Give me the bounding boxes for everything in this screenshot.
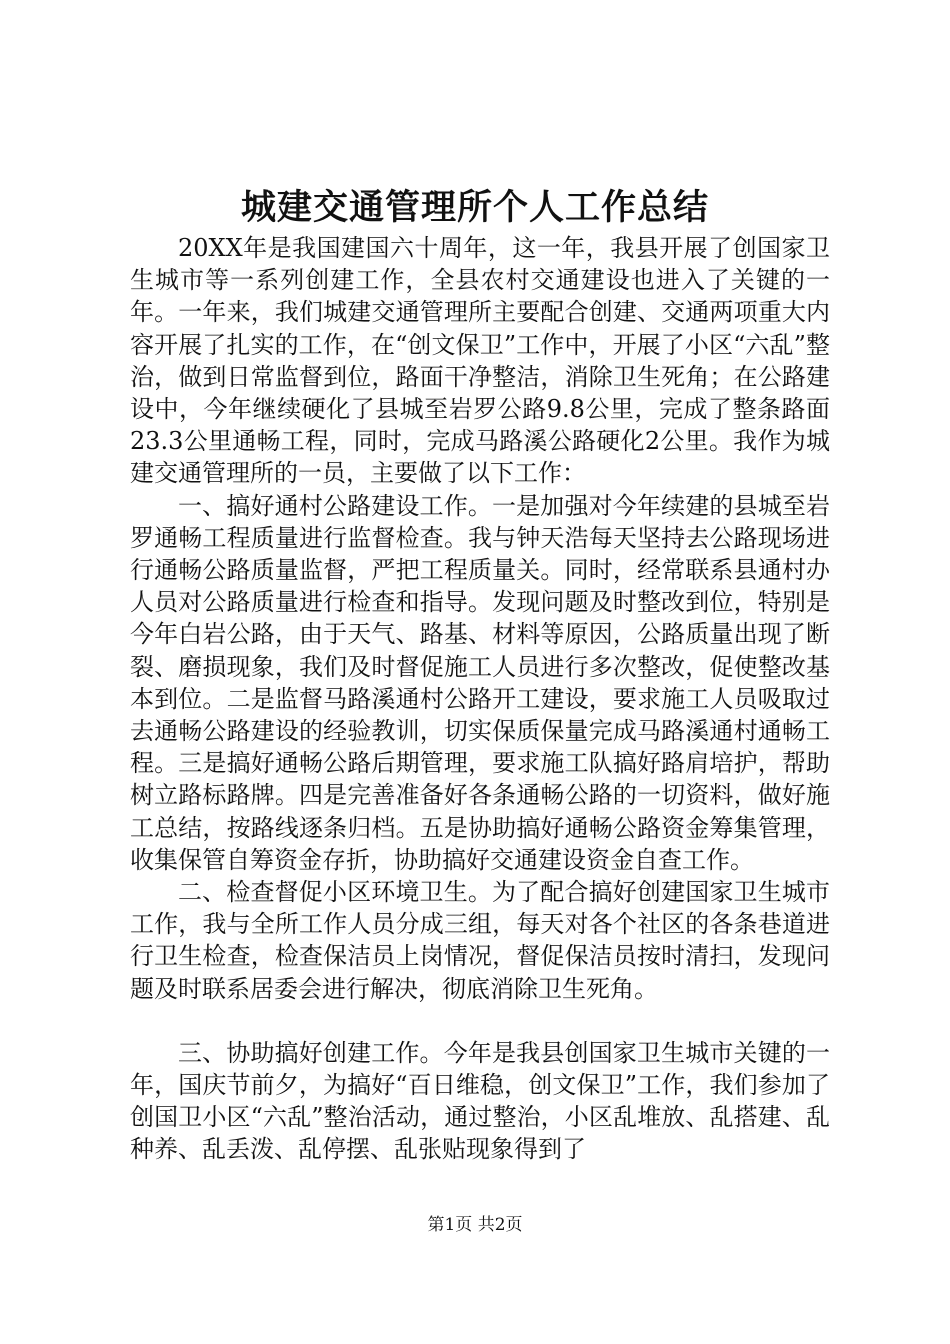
paragraph-section-1: 一、搞好通村公路建设工作。一是加强对今年续建的县城至岩罗通畅工程质量进行监督检查。我与钟天浩每天坚持去公路现场进行通畅公路质量监督，严把工程质量关。同时，经常联系县通村办人员对公路质量进行检查和指导。发现问题及时整改到位，特别是今年白岩公路，由于天气、路基、材料等原因，公路质量出现了断裂、磨损现象，我们及时督促施工人员进行多次整改，促使整改基本到位。二是监督马路溪通村公路开工建设，要求施工人员吸取过去通畅公路建设的经验教训，切实保质保量完成马路溪通村通畅工程。三是搞好通畅公路后期管理，要求施工队搞好路肩培护，帮助树立路标路牌。四是完善准备好各条通畅公路的一切资料，做好施工总结，按路线逐条归档。五是协助搞好通畅公路资金筹集管理，收集保管自筹资金存折，协助搞好交通建设资金自查工作。	[130, 491, 830, 874]
paragraph-section-2: 二、检查督促小区环境卫生。为了配合搞好创建国家卫生城市工作，我与全所工作人员分成三组，每天对各个社区的各条巷道进行卫生检查，检查保洁员上岗情况，督促保洁员按时清扫，发现问题及时联系居委会进行解决，彻底消除卫生死角。	[130, 878, 830, 1003]
paragraph-section-3: 三、协助搞好创建工作。今年是我县创国家卫生城市关键的一年，国庆节前夕，为搞好“百日维稳，创文保卫”工作，我们参加了创国卫小区“六乱”整治活动，通过整治，小区乱堆放、乱搭建、乱种养、乱丢泼、乱停摆、乱张贴现象得到了	[130, 1038, 830, 1164]
document-title: 城建交通管理所个人工作总结	[240, 187, 709, 228]
page-footer: 第1页 共2页	[427, 1215, 523, 1235]
paragraph-intro: 20XX年是我国建国六十周年，这一年，我县开展了创国家卫生城市等一系列创建工作，全县农村交通建设也进入了关键的一年。一年来，我们城建交通管理所主要配合创建、交通两项重大内容开展了扎实的工作，在“创文保卫”工作中，开展了小区“六乱”整治，做到日常监督到位，路面干净整洁，消除卫生死角；在公路建设中，今年继续硬化了县城至岩罗公路9.8公里，完成了整条路面23.3公里通畅工程，同时，完成马路溪公路硬化2公里。我作为城建交通管理所的一员，主要做了以下工作：	[130, 234, 830, 488]
document-body	[130, 232, 830, 1166]
